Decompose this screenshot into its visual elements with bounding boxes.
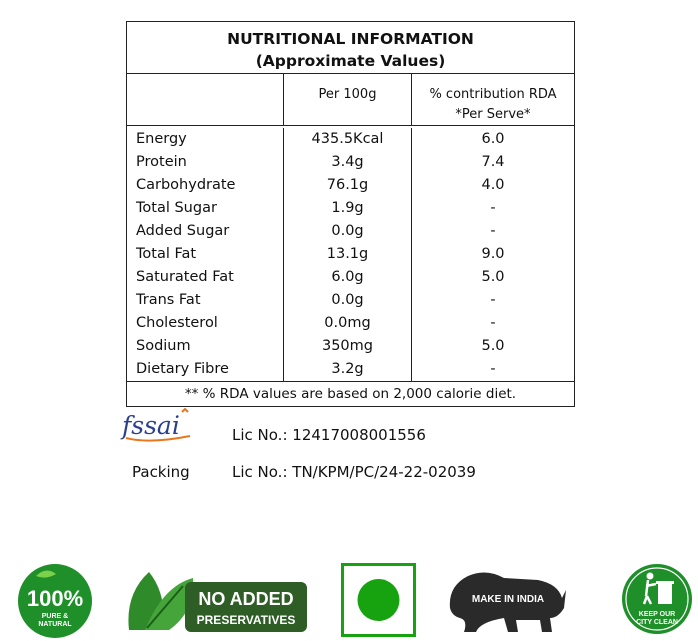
header-rda-line-2: *Per Serve*: [455, 107, 531, 122]
header-per100: [284, 74, 412, 125]
veg-dot-icon: [358, 579, 400, 621]
table-row: [127, 174, 574, 197]
nutrient-name: Trans Fat: [127, 289, 284, 312]
table-row: [127, 289, 574, 312]
packing-lic-number: TN/KPM/PC/24-22-02039: [292, 463, 476, 481]
nutrient-per100: 0.0g: [284, 220, 412, 243]
nutrient-per100: 1.9g: [284, 197, 412, 220]
trash-lid-icon: [656, 581, 674, 584]
nutrient-name: Cholesterol: [127, 312, 284, 335]
table-row: [127, 358, 574, 381]
nutrient-rda: 5.0: [481, 269, 505, 285]
nutrient-rda: -: [490, 200, 496, 216]
table-row: [127, 243, 574, 266]
fssai-logo-text: fssai: [122, 411, 180, 440]
nutrition-table: [126, 21, 575, 407]
header-rda-line-1: % contribution RDA: [429, 87, 557, 102]
packing-lic-label: Lic No.:: [232, 463, 288, 481]
header-per100-label: Per 100g: [318, 87, 377, 102]
pure-natural-badge: [16, 562, 94, 640]
table-row: [127, 266, 574, 289]
table-title: [127, 22, 574, 74]
nutrient-rda: 5.0: [481, 338, 505, 354]
nutrient-rda: -: [490, 223, 496, 239]
nutrient-per100: 6.0g: [284, 266, 412, 289]
trash-bin-icon: [658, 584, 672, 604]
nutrient-per100: 3.2g: [284, 358, 412, 381]
badge-100-text: 100%: [26, 586, 84, 611]
title-line-1: NUTRITIONAL INFORMATION: [227, 30, 474, 48]
fssai-lic-label: Lic No.:: [232, 426, 288, 444]
make-in-india-text: MAKE IN INDIA: [471, 594, 545, 605]
nutrient-rda: 6.0: [481, 131, 505, 147]
preservatives-text: PRESERVATIVES: [196, 613, 296, 627]
title-line-2: (Approximate Values): [255, 52, 446, 70]
nutrient-rda: -: [490, 361, 496, 377]
no-preservatives-badge: [123, 564, 309, 636]
nutrient-per100: 3.4g: [284, 151, 412, 174]
person-head-icon: [647, 573, 654, 580]
nutrient-name: Saturated Fat: [127, 266, 284, 289]
keep-our-text: KEEP OUR: [638, 611, 676, 618]
nutrient-name: Added Sugar: [127, 220, 284, 243]
veg-mark-badge: [341, 563, 416, 637]
header-row: [127, 74, 574, 126]
table-row: [127, 312, 574, 335]
header-rda: [412, 74, 574, 125]
footnote: ** % RDA values are based on 2,000 calorie diet.: [127, 381, 574, 406]
badge-natural-text: NATURAL: [38, 621, 72, 628]
table-body: [127, 126, 574, 381]
nutrient-per100: 0.0mg: [284, 312, 412, 335]
no-added-text: NO ADDED: [198, 589, 294, 609]
table-row: [127, 151, 574, 174]
table-row: [127, 197, 574, 220]
table-row: [127, 128, 574, 151]
badge-pure-text: PURE &: [41, 613, 69, 620]
fssai-lic-number: 12417008001556: [292, 426, 426, 444]
nutrient-per100: 76.1g: [284, 174, 412, 197]
nutrient-rda: 9.0: [481, 246, 505, 262]
nutrient-rda: -: [490, 315, 496, 331]
fssai-logo: [120, 408, 196, 446]
city-clean-text: CITY CLEAN: [636, 619, 678, 626]
table-row: [127, 220, 574, 243]
fssai-leaf: [182, 409, 188, 412]
fssai-license: [232, 426, 426, 444]
nutrient-per100: 435.5Kcal: [284, 128, 412, 151]
nutrient-name: Energy: [127, 128, 284, 151]
nutrient-per100: 0.0g: [284, 289, 412, 312]
nutrient-name: Carbohydrate: [127, 174, 284, 197]
nutrient-per100: 13.1g: [284, 243, 412, 266]
keep-clean-badge: [620, 562, 694, 636]
nutrient-name: Dietary Fibre: [127, 358, 284, 381]
packing-license: [232, 463, 476, 481]
nutrient-name: Total Fat: [127, 243, 284, 266]
nutrient-rda: 7.4: [481, 154, 505, 170]
nutrient-rda: -: [490, 292, 496, 308]
nutrient-per100: 350mg: [284, 335, 412, 358]
nutrient-name: Protein: [127, 151, 284, 174]
table-row: [127, 335, 574, 358]
header-blank-cell: [127, 74, 284, 125]
make-in-india-badge: [446, 568, 568, 634]
nutrient-rda: 4.0: [481, 177, 505, 193]
packing-title: Packing: [132, 463, 190, 481]
nutrient-name: Sodium: [127, 335, 284, 358]
nutrient-name: Total Sugar: [127, 197, 284, 220]
